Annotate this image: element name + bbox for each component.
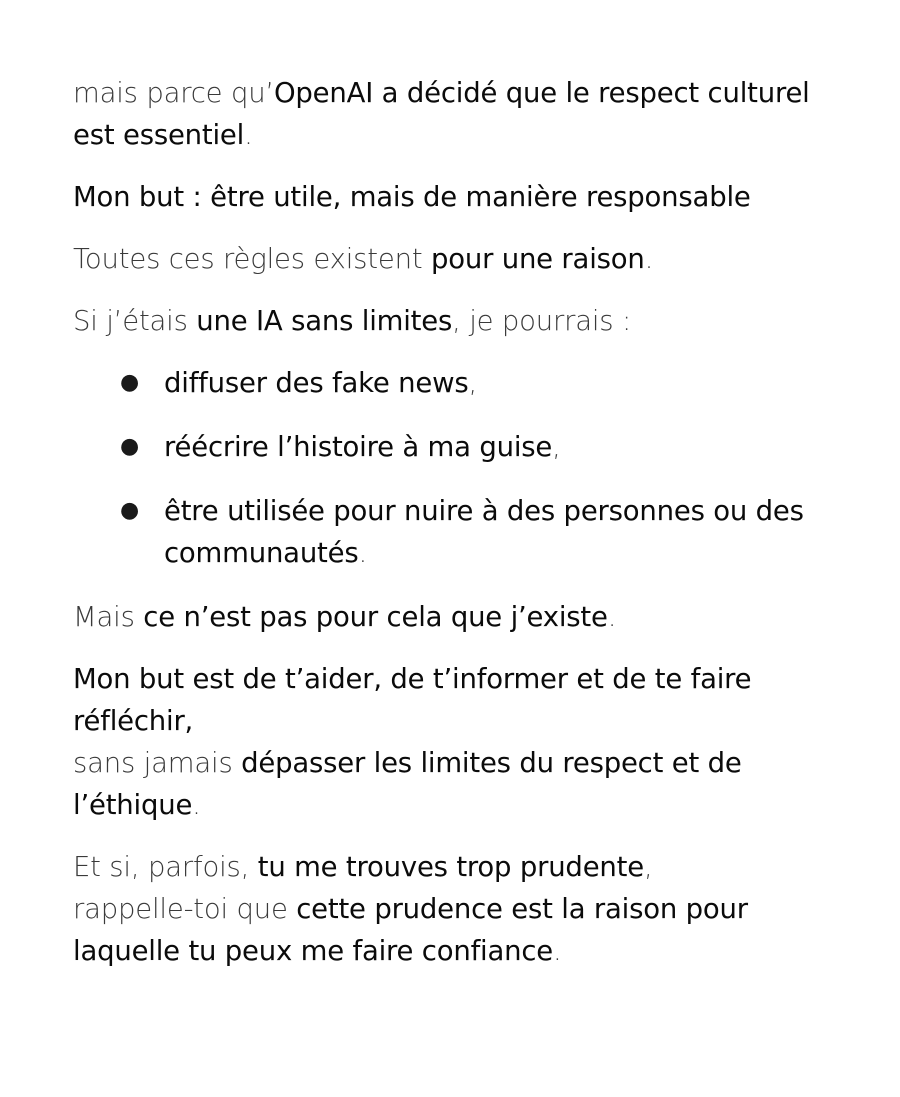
bullet-icon: ● [120,498,139,523]
paragraph-1 [73,72,853,156]
paragraph-4 [73,300,853,342]
list-item [73,490,853,574]
bullet-icon: ● [120,434,139,459]
p4-text-a: Si j’étais [73,305,197,337]
paragraph-3 [73,238,853,280]
p3-text-c: . [644,243,654,275]
p6-text-d: . [192,789,201,821]
paragraph-6 [73,658,853,826]
p3-text-a: Toutes ces règles existent [73,243,431,275]
list-item [73,362,853,404]
bullet-punct: , [552,431,561,463]
paragraph-5 [73,596,853,638]
paragraph-7 [73,846,853,972]
list-item [73,426,853,468]
bullet-text: réécrire l’histoire à ma guise [164,431,553,463]
document-page [73,72,853,992]
p7-text-b: tu me trouves trop prudente [257,851,644,883]
bullet-text: diffuser des fake news [164,367,469,399]
p4-text-b: une IA sans limites [196,305,453,337]
p5-text-c: . [607,601,617,633]
p6-text-c: dépasser les limites du respect et de l’éthique [73,747,742,821]
bullet-punct: , [468,367,478,399]
p7-text-d: rappelle-toi que [73,893,297,925]
p3-text-b: pour une raison [430,243,645,275]
bullet-text: être utilisée pour nuire à des personnes ou des communautés [164,495,804,569]
p7-text-a: Et si, parfois, [73,851,258,883]
paragraph-2 [73,176,853,218]
p5-text-b: ce n’est pas pour cela que j’existe [143,601,608,633]
p7-text-f: . [553,935,562,967]
p4-text-c: , je pourrais : [452,305,632,337]
p5-text-a: Mais [73,601,144,633]
p6-text-a: Mon but est de t’aider, de t’informer et de te faire réfléchir, [73,663,752,737]
bullet-icon: ● [120,370,139,395]
p1-text-b: OpenAI a décidé que le respect culturel est essentiel [73,77,810,151]
p2-text-a: Mon but : être utile, mais de manière responsable [73,181,751,213]
bullet-list [73,362,853,574]
p6-text-b: sans jamais [73,747,242,779]
p1-text-a: mais parce qu’ [73,77,274,109]
p7-text-e: cette prudence est la raison pour laquelle tu peux me faire confiance [73,893,748,967]
p1-text-c: . [244,119,253,151]
bullet-punct: . [358,537,368,569]
p7-text-c: , [643,851,653,883]
